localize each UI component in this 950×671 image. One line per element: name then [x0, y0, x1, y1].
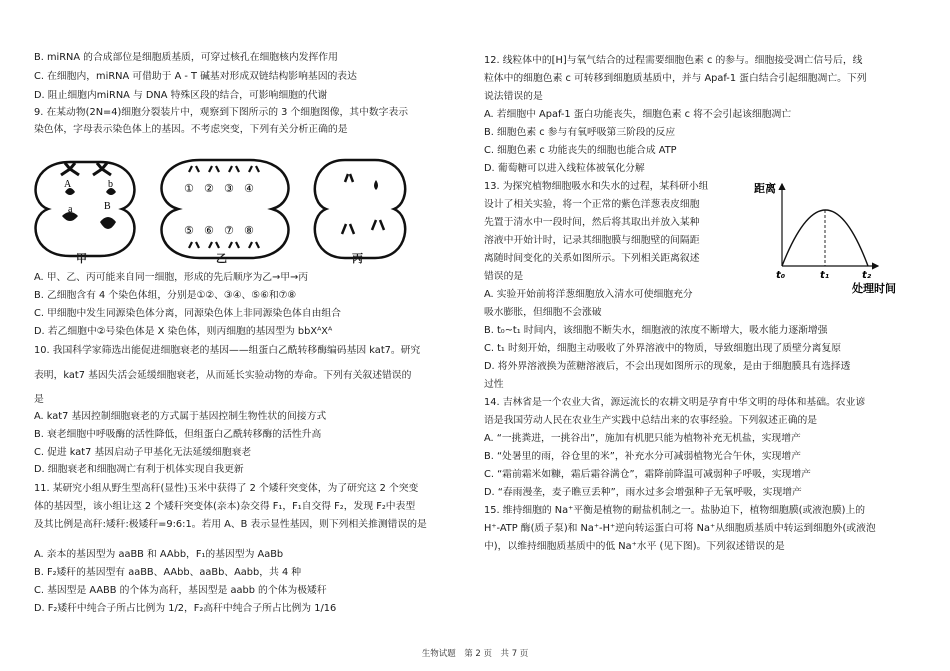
q8-option-b: B. miRNA 的合成部位是细胞质基质，可穿过核孔在细胞核内发挥作用	[34, 52, 338, 63]
q13-chart-svg	[746, 174, 916, 294]
q13-stem-6: 错误的是	[484, 271, 524, 282]
q9-option-b: B. 乙细胞含有 4 个染色体组，分别是①②、③④、⑤⑥和⑦⑧	[34, 290, 297, 301]
figure-label-bing: 丙	[352, 252, 363, 265]
q13-distance-time-chart	[746, 174, 916, 294]
gene-label-b-lower: b	[108, 179, 113, 190]
chromosome-3: ③	[224, 182, 234, 195]
q13-stem-4: 溶液中开始计时，记录其细胞膜与细胞壁的间隔距	[484, 235, 700, 246]
cell-jia	[36, 162, 135, 256]
gene-label-a-lower: a	[68, 204, 73, 215]
gene-label-a-upper: A	[64, 179, 72, 190]
figure-label-yi: 乙	[216, 252, 227, 265]
q12-option-a: A. 若细胞中 Apaf-1 蛋白功能丧失，细胞色素 c 将不会引起该细胞凋亡	[484, 109, 792, 120]
chromosome-5: ⑤	[184, 224, 194, 237]
q13-option-d-2: 过性	[484, 379, 504, 390]
q10-stem-2: 表明，kat7 基因失活会延缓细胞衰老，从而延长实验动物的寿命。下列有关叙述错误的	[34, 370, 412, 381]
q13-option-d-1: D. 将外界溶液换为蔗糖溶液后，不会出现如图所示的现象，是由于细胞膜具有选择透	[484, 361, 851, 372]
q9-option-a: A. 甲、乙、丙可能来自同一细胞，形成的先后顺序为乙→甲→丙	[34, 272, 309, 283]
chromosome-7: ⑦	[224, 224, 234, 237]
q15-stem-2: H⁺-ATP 酶(质子泵)和 Na⁺-H⁺逆向转运蛋白可将 Na⁺从细胞质基质中转运到细胞外(或液泡	[484, 523, 876, 534]
q12-stem-3: 说法错误的是	[484, 91, 543, 102]
q15-stem-3: 中)，以维持细胞质基质中的低 Na⁺水平 (见下图)。下列叙述错误的是	[484, 541, 785, 552]
q11-stem-1: 11. 某研究小组从野生型高秆(显性)玉米中获得了 2 个矮秆突变体，为了研究这 2 个突变	[34, 483, 419, 494]
q12-stem-2: 粒体中的细胞色素 c 可转移到细胞质基质中，并与 Apaf-1 蛋白结合引起细胞凋亡。下列	[484, 73, 867, 84]
q13-stem-3: 先置于清水中一段时间，然后将其取出并放入某种	[484, 217, 700, 228]
q9-option-c: C. 甲细胞中发生同源染色体分离，同源染色体上非同源染色体自由组合	[34, 308, 341, 319]
q13-stem-1: 13. 为探究植物细胞吸水和失水的过程，某科研小组	[484, 181, 709, 192]
q11-stem-2: 体的基因型，该小组让这 2 个矮秆突变体(亲本)杂交得 F₁，F₁自交得 F₂，发现 F₂中表型	[34, 501, 416, 512]
q10-option-a: A. kat7 基因控制细胞衰老的方式属于基因控制生物性状的间接方式	[34, 411, 327, 422]
q8-option-c: C. 在细胞内，miRNA 可借助于 A - T 碱基对形成双链结构影响基因的表达	[34, 71, 357, 82]
q9-option-d: D. 若乙细胞中②号染色体是 X 染色体，则丙细胞的基因型为 bbXᴬXᴬ	[34, 326, 333, 337]
q11-stem-3: 及其比例是高秆:矮秆:极矮秆=9:6:1。若用 A、B 表示显性基因，则下列相关推测错误的是	[34, 519, 427, 530]
tick-t0: t₀	[776, 270, 786, 281]
q11-option-c: C. 基因型是 AABB 的个体为高秆，基因型是 aabb 的个体为极矮秆	[34, 585, 327, 596]
page-footer: 生物试题 第 2 页 共 7 页	[421, 649, 529, 659]
q10-stem-3: 是	[34, 394, 44, 405]
cell-division-figure	[20, 154, 420, 266]
q13-stem-5: 离随时间变化的关系如图所示。下列相关距离叙述	[484, 253, 700, 264]
gene-label-b-upper: B	[104, 201, 111, 212]
q9-stem-1: 9. 在某动物(2N=4)细胞分裂装片中，观察到下图所示的 3 个细胞图像，其中数字表示	[34, 107, 409, 118]
q12-stem-1: 12. 线粒体中的[H]与氧气结合的过程需要细胞色素 c 的参与。细胞接受凋亡信号后，线	[484, 55, 863, 66]
q14-option-d: D. “春雨漫垄，麦子瞧豆丢种”，雨水过多会增强种子无氧呼吸，实现增产	[484, 487, 802, 498]
q14-option-b: B. “处暑里的雨，谷仓里的米”，补充水分可减弱植物光合午休，实现增产	[484, 451, 802, 462]
q10-option-d: D. 细胞衰老和细胞凋亡有利于机体实现自我更新	[34, 464, 244, 475]
chromosome-1: ①	[184, 182, 194, 195]
q14-option-a: A. “一挑粪进，一挑谷出”，施加有机肥只能为植物补充无机盐，实现增产	[484, 433, 801, 444]
q12-option-d: D. 葡萄糖可以进入线粒体被氧化分解	[484, 163, 645, 174]
cell-bing	[315, 160, 405, 258]
q14-stem-2: 语是我国劳动人民在农业生产实践中总结出来的农事经验。下列叙述正确的是	[484, 415, 818, 426]
q13-option-c: C. t₁ 时刻开始，细胞主动吸收了外界溶液中的物质，导致细胞出现了质壁分离复原	[484, 343, 842, 354]
q13-option-b: B. t₀~t₁ 时间内，该细胞不断失水，细胞液的浓度不断增大，吸水能力逐渐增强	[484, 325, 828, 336]
q14-stem-1: 14. 吉林省是一个农业大省，源远流长的农耕文明是孕育中华文明的母体和基础。农业谚	[484, 397, 866, 408]
q14-option-c: C. “霜前霜米如糠，霜后霜谷满仓”，霜降前降温可减弱种子呼吸，实现增产	[484, 469, 811, 480]
q11-option-b: B. F₂矮秆的基因型有 aaBB、AAbb、aaBb、Aabb，共 4 种	[34, 567, 302, 578]
x-axis-label: 处理时间	[852, 282, 896, 294]
q10-option-b: B. 衰老细胞中呼吸酶的活性降低，但组蛋白乙酰转移酶的活性升高	[34, 429, 322, 440]
chromosome-8: ⑧	[244, 224, 254, 237]
q12-option-c: C. 细胞色素 c 功能丧失的细胞也能合成 ATP	[484, 145, 677, 156]
chromosome-4: ④	[244, 182, 254, 195]
q11-option-a: A. 亲本的基因型为 aaBB 和 AAbb，F₁的基因型为 AaBb	[34, 549, 284, 560]
q15-stem-1: 15. 维持细胞的 Na⁺平衡是植物的耐盐机制之一。盐胁迫下，植物细胞膜(或液泡膜)上的	[484, 505, 866, 516]
q12-option-b: B. 细胞色素 c 参与有氧呼吸第三阶段的反应	[484, 127, 676, 138]
q13-stem-2: 设计了相关实验，将一个正常的紫色洋葱表皮细胞	[484, 199, 700, 210]
q10-stem-1: 10. 我国科学家筛选出能促进细胞衰老的基因——组蛋白乙酰转移酶编码基因 kat7。研究	[34, 345, 421, 356]
y-axis-label: 距离	[754, 182, 776, 195]
cell-yi	[162, 160, 289, 258]
tick-t1: t₁	[820, 270, 830, 281]
q9-stem-2: 染色体，字母表示染色体上的基因。不考虑突变，下列有关分析正确的是	[34, 124, 348, 135]
tick-t2: t₂	[862, 270, 872, 281]
chromosome-6: ⑥	[204, 224, 214, 237]
q13-option-a-1: A. 实验开始前将洋葱细胞放入清水可使细胞充分	[484, 289, 693, 300]
figure-label-jia: 甲	[76, 252, 87, 265]
q10-option-c: C. 促进 kat7 基因启动子甲基化无法延缓细胞衰老	[34, 447, 252, 458]
q13-option-a-2: 吸水膨胀，但细胞不会涨破	[484, 307, 602, 318]
chromosome-2: ②	[204, 182, 214, 195]
q11-option-d: D. F₂矮秆中纯合子所占比例为 1/2，F₂高秆中纯合子所占比例为 1/16	[34, 603, 337, 614]
q8-option-d: D. 阻止细胞内miRNA 与 DNA 特殊区段的结合，可影响细胞的代谢	[34, 90, 328, 101]
